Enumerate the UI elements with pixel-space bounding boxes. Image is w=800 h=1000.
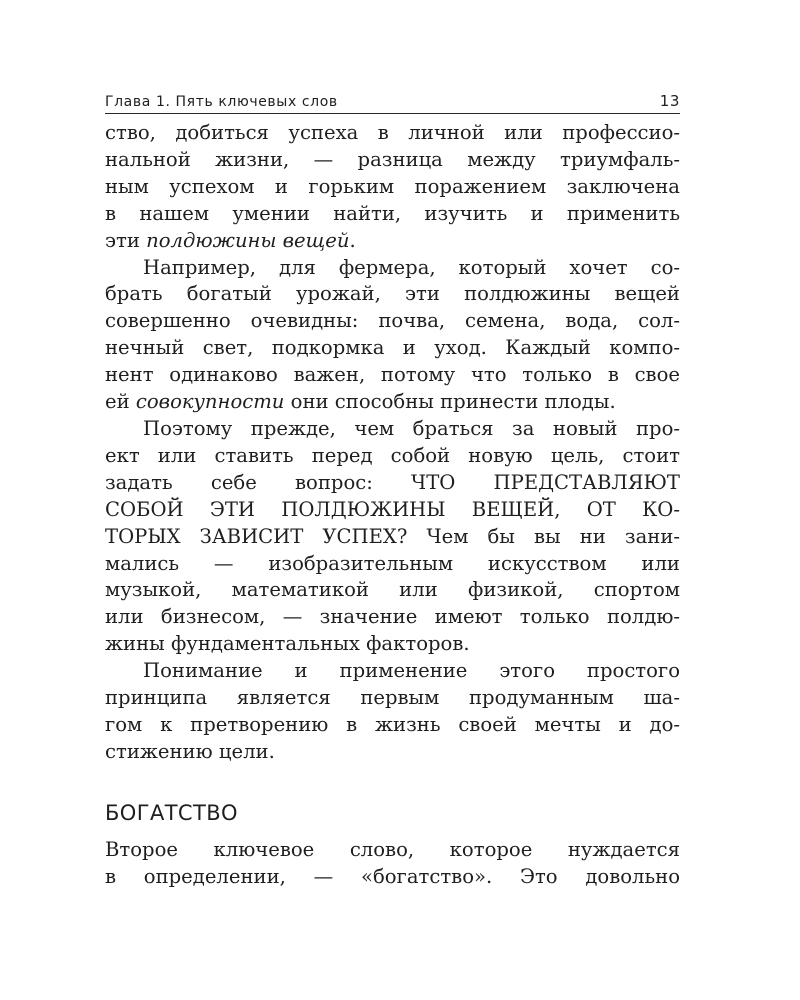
text-line: мались — изобразительным искусством или: [105, 551, 680, 575]
paragraph: [105, 120, 680, 255]
paragraph: [105, 837, 680, 891]
text-run: они способны принести плоды.: [284, 390, 616, 414]
text-run: .: [349, 228, 356, 252]
paragraph: [105, 416, 680, 658]
text-line: нент одинаково важен, потому что только в свое: [105, 363, 680, 387]
text-line: нальной жизни, — разница между триумфаль-: [105, 147, 680, 171]
paragraph: [105, 255, 680, 416]
text-line: Например, для фермера, который хочет со-: [143, 255, 680, 279]
text-line: в определении, — «богатство». Это довольно: [105, 864, 680, 888]
body-text: [105, 120, 680, 890]
book-page: [105, 88, 680, 890]
text-run: эти: [105, 228, 147, 252]
running-head: [105, 88, 680, 114]
text-line: Поэтому прежде, чем браться за новый про-: [143, 416, 680, 440]
chapter-title: Глава 1. Пять ключевых слов: [105, 94, 338, 110]
text-line: брать богатый урожай, эти полдюжины вещей: [105, 282, 680, 306]
text-line: [105, 389, 680, 416]
paragraph: [105, 658, 680, 766]
text-line: Второе ключевое слово, которое нуждается: [105, 837, 680, 861]
section-heading: БОГАТСТВО: [105, 800, 238, 825]
text-run: ей: [105, 390, 136, 414]
text-line: или бизнесом, — значение имеют только полдю-: [105, 605, 680, 629]
text-line: ным успехом и горьким поражением заключена: [105, 174, 680, 198]
italic-phrase: полдюжины вещей: [146, 228, 350, 252]
text-line: Понимание и применение этого простого: [143, 659, 680, 683]
text-line: принципа является первым продуманным ша-: [105, 686, 680, 710]
text-line: ТОРЫХ ЗАВИСИТ УСПЕХ? Чем бы вы ни зани-: [105, 524, 680, 548]
text-line: стижению цели.: [105, 739, 275, 763]
text-line: нечный свет, подкормка и уход. Каждый компо-: [105, 336, 680, 360]
text-line: ство, добиться успеха в личной или профессио-: [105, 121, 680, 144]
page-number: 13: [659, 92, 680, 110]
text-line: [105, 228, 680, 255]
text-line: музыкой, математикой или физикой, спортом: [105, 578, 680, 602]
text-line: задать себе вопрос: ЧТО ПРЕДСТАВЛЯЮТ: [105, 470, 680, 494]
text-line: гом к претворению в жизнь своей мечты и до-: [105, 712, 680, 736]
text-line: в нашем умении найти, изучить и применить: [105, 201, 680, 225]
text-line: жины фундаментальных факторов.: [105, 632, 470, 656]
text-line: ект или ставить перед собой новую цель, стоит: [105, 443, 680, 467]
italic-phrase: совокупности: [135, 390, 285, 414]
text-line: совершенно очевидны: почва, семена, вода, сол-: [105, 309, 680, 333]
text-line: СОБОЙ ЭТИ ПОЛДЮЖИНЫ ВЕЩЕЙ, ОТ КО-: [105, 497, 680, 521]
